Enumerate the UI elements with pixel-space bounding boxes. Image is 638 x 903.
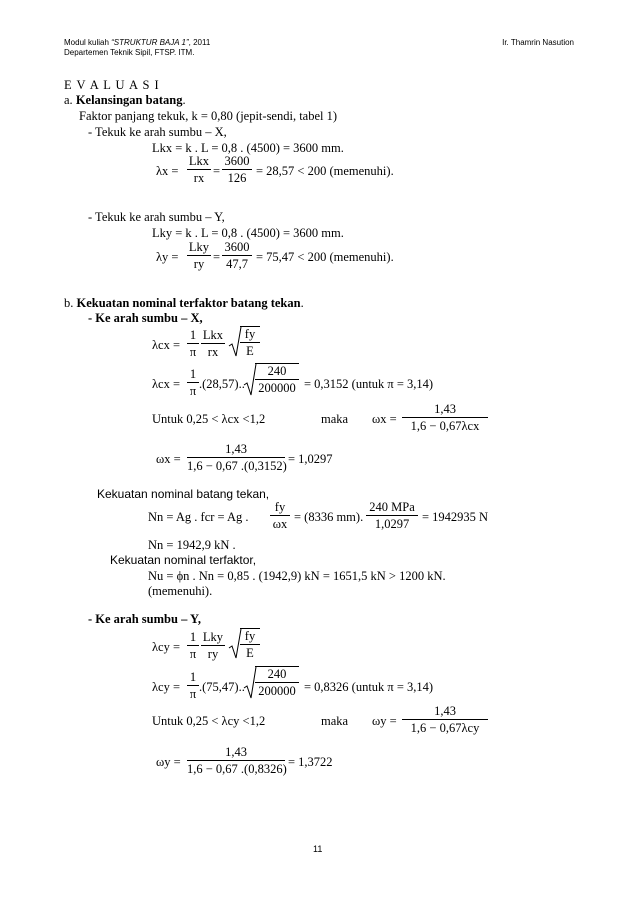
omega-x-lhs: ωx =	[372, 412, 397, 426]
memenuhi: (memenuhi).	[148, 584, 213, 598]
department-line: Departemen Teknik Sipil, FTSP. ITM.	[64, 48, 195, 57]
one-over-pi: 1 π	[187, 328, 199, 359]
sqrt-240-over-200000: 240 200000	[255, 363, 299, 395]
lambda-x-result: = 28,57 < 200 (memenuhi).	[256, 164, 394, 178]
kekuatan-nominal-heading: Kekuatan nominal batang tekan,	[97, 487, 270, 501]
maka-x: maka	[321, 412, 349, 426]
lambda-y-result: = 75,47 < 200 (memenuhi).	[256, 250, 394, 264]
untuk-y: Untuk 0,25 < λcy <1,2	[152, 714, 266, 728]
lkx-line: Lkx = k . L = 0,8 . (4500) = 3600 mm.	[152, 141, 344, 155]
omega-y2-fraction: 1,43 1,6 − 0,67 .(0,8326)	[187, 745, 287, 776]
omega-x2-result: = 1,0297	[288, 452, 333, 466]
lambda-cy-lhs: λcy =	[152, 640, 181, 654]
page-number: 11	[313, 844, 323, 854]
lkx-over-rx: Lkx rx	[188, 154, 210, 185]
arah-y-heading: - Ke arah sumbu – Y,	[88, 612, 201, 626]
nn-kn: Nn = 1942,9 kN .	[148, 538, 236, 552]
omega-x-fraction: 1,43 1,6 − 0,67λcx	[402, 402, 488, 433]
lambda-x-fraction: 3600 126	[222, 154, 252, 185]
fy-over-omega: fy ωx	[270, 500, 290, 531]
nn-lhs: Nn = Ag . fcr = Ag .	[148, 510, 249, 524]
omega-y2-result: = 1,3722	[288, 755, 333, 769]
mpa-fraction: 240 MPa 1,0297	[366, 500, 418, 531]
lambda-cx2-lhs: λcx =	[152, 377, 181, 391]
one-over-pi-3: 1 π	[187, 630, 199, 661]
lambda-cx-lhs: λcx =	[152, 338, 181, 352]
lky-line: Lky = k . L = 0,8 . (4500) = 3600 mm.	[152, 226, 344, 240]
tekuk-x-heading: - Tekuk ke arah sumbu – X,	[88, 125, 227, 139]
nn-result: = 1942935 N	[422, 510, 489, 524]
omega-x2-lhs: ωx =	[156, 452, 181, 466]
k-factor-line: Faktor panjang tekuk, k = 0,80 (jepit-sendi, tabel 1)	[79, 109, 338, 123]
one-over-pi-2: 1 π	[187, 367, 199, 398]
lambda-x-lhs: λx =	[156, 164, 179, 178]
lky-over-ry-b: Lky ry	[202, 630, 224, 661]
section-title: E V A L U A S I	[64, 78, 160, 92]
arah-x-heading: - Ke arah sumbu – X,	[88, 311, 203, 325]
fy-over-e: fy E	[240, 326, 260, 358]
sqrt-240-over-200000-y: 240 200000	[255, 666, 299, 698]
lambda-y-fraction: 3600 47,7	[222, 240, 252, 271]
omega-y2-lhs: ωy =	[156, 755, 181, 769]
kekuatan-terfaktor-heading: Kekuatan nominal terfaktor,	[110, 553, 257, 567]
module-title: “STRUKTUR BAJA 1”	[111, 38, 189, 47]
fy-over-e-y: fy E	[240, 628, 260, 660]
untuk-x: Untuk 0,25 < λcx <1,2	[152, 412, 266, 426]
tekuk-y-heading: - Tekuk ke arah sumbu – Y,	[88, 210, 225, 224]
lambda-cx-result: = 0,3152 (untuk π = 3,14)	[304, 377, 434, 391]
omega-y-lhs: ωy =	[372, 714, 397, 728]
lky-over-ry: Lky ry	[188, 240, 210, 271]
nu-line: Nu = ϕn . Nn = 0,85 . (1942,9) kN = 1651,5 kN > 1200 kN.	[148, 569, 446, 583]
omega-x2-fraction: 1,43 1,6 − 0,67 .(0,3152)	[187, 442, 287, 473]
maka-y: maka	[321, 714, 349, 728]
lkx-over-rx-b: Lkx rx	[202, 328, 224, 359]
one-over-pi-4: 1 π	[187, 670, 199, 701]
omega-y-fraction: 1,43 1,6 − 0,67λcy	[402, 704, 488, 735]
lambda-cy2-lhs: λcy =	[152, 680, 181, 694]
section-a-heading: a. Kelansingan batang.	[64, 93, 186, 107]
author-line: Ir. Thamrin Nasution	[502, 38, 574, 47]
lambda-y-lhs: λy =	[156, 250, 179, 264]
lambda-cy-result: = 0,8326 (untuk π = 3,14)	[304, 680, 434, 694]
section-b-heading: b. Kekuatan nominal terfaktor batang tekan.	[64, 296, 304, 310]
module-header: Modul kuliah “STRUKTUR BAJA 1”, 2011	[64, 38, 211, 47]
